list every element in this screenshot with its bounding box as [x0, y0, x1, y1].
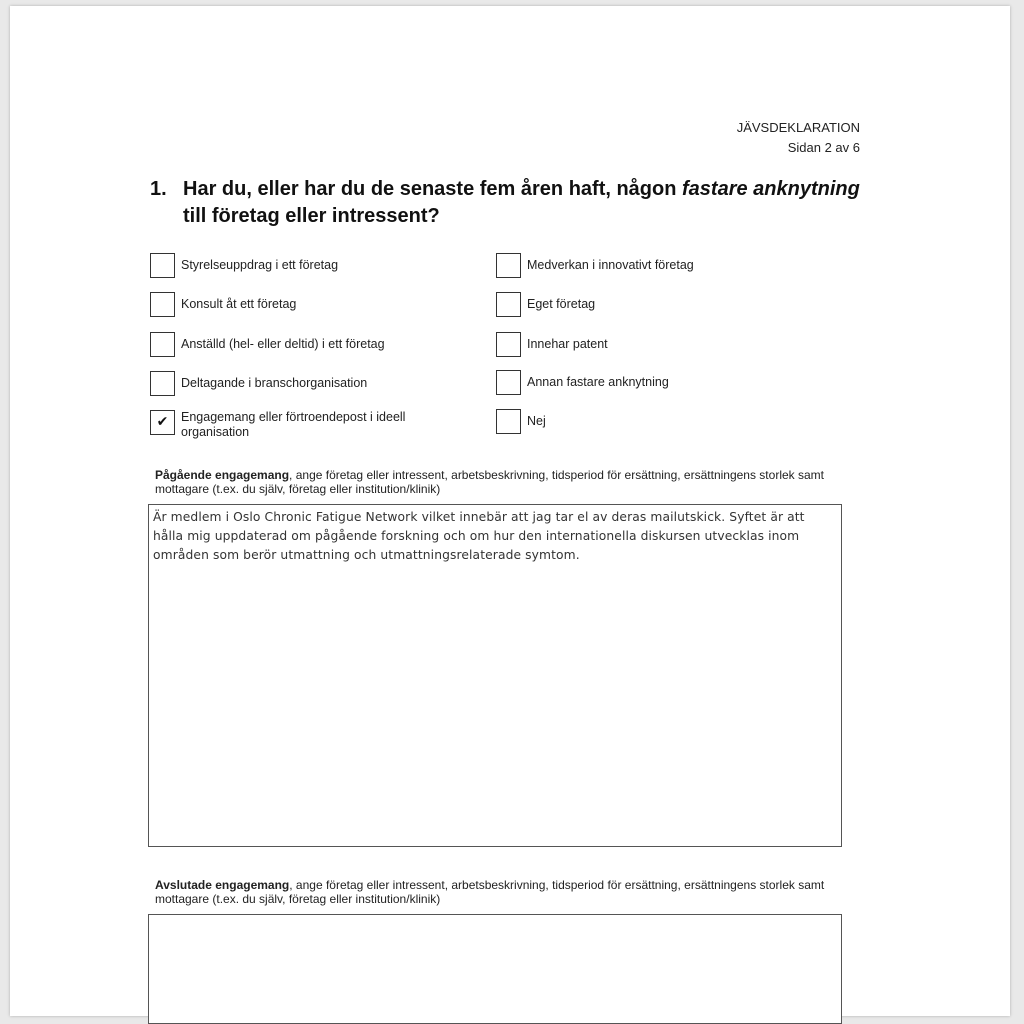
checkbox[interactable] — [150, 332, 175, 357]
checkbox-label: Anställd (hel- eller deltid) i ett företag — [181, 337, 385, 351]
checkbox-row-patent[interactable] — [496, 332, 608, 357]
checkbox[interactable] — [150, 253, 175, 278]
ongoing-engagement-label — [155, 468, 855, 496]
checkbox-label: Nej — [527, 414, 546, 428]
finished-engagement-label-bold: Avslutade engagemang — [155, 878, 290, 892]
finished-engagement-textbox[interactable] — [148, 914, 842, 1024]
checkbox-label: Deltagande i branschorganisation — [181, 376, 368, 390]
checkbox[interactable] — [496, 332, 521, 357]
ongoing-engagement-label-rest: , ange företag eller intressent, arbetsbeskrivning, tidsperiod för ersättning, ersättningens storlek samt mottagare (t.ex. du själv, företag eller institution/klinik) — [155, 468, 824, 496]
document-header — [737, 118, 860, 158]
checkbox-label: Konsult åt ett företag — [181, 297, 297, 311]
finished-engagement-label — [155, 878, 855, 906]
checkbox-row-innovativt-foretag[interactable] — [496, 253, 694, 278]
checkbox[interactable] — [496, 409, 521, 434]
ongoing-engagement-label-bold: Pågående engagemang — [155, 468, 290, 482]
document-page — [10, 6, 1010, 1016]
checkbox[interactable] — [496, 370, 521, 395]
checkbox-label: Innehar patent — [527, 337, 608, 351]
document-title: JÄVSDEKLARATION — [736, 120, 860, 135]
question-text — [183, 176, 863, 230]
question-text-italic: fastare anknytning — [682, 178, 860, 200]
checkbox-checked[interactable]: ✔ — [150, 410, 175, 435]
checkbox-label: Styrelseuppdrag i ett företag — [181, 258, 339, 272]
checkbox[interactable] — [496, 253, 521, 278]
checkbox[interactable] — [150, 292, 175, 317]
question-text-part2: till företag eller intressent? — [183, 205, 440, 227]
checkbox-label: Eget företag — [527, 297, 596, 311]
checkbox-row-ideell-organisation[interactable] — [150, 410, 441, 440]
question-text-part1: Har du, eller har du de senaste fem åren haft, någon — [183, 178, 683, 200]
finished-engagement-label-rest: , ange företag eller intressent, arbetsbeskrivning, tidsperiod för ersättning, ersättningens storlek samt mottagare (t.ex. du själv, företag eller institution/klinik) — [155, 878, 825, 906]
checkbox[interactable] — [150, 371, 175, 396]
checkbox-row-styrelseuppdrag[interactable] — [150, 253, 338, 278]
checkbox-label: Engagemang eller förtroendepost i ideell organisation — [181, 410, 406, 439]
checkbox-row-anstalld[interactable] — [150, 332, 385, 357]
checkbox-row-branschorganisation[interactable] — [150, 371, 367, 396]
checkbox-row-annan-anknytning[interactable] — [496, 370, 669, 395]
checkbox-row-eget-foretag[interactable] — [496, 292, 595, 317]
ongoing-engagement-textbox[interactable]: Är medlem i Oslo Chronic Fatigue Network vilket innebär att jag tar el av deras mailutskick. Syftet är att hålla mig uppdaterad om pågående forskning och om hur den internationella diskursen utvecklas inom områden som berör utmattning och utmattningsrelaterade symtom. — [148, 504, 842, 847]
checkbox[interactable] — [496, 292, 521, 317]
page-number: Sidan 2 av 6 — [787, 140, 860, 155]
checkbox-label: Medverkan i innovativt företag — [527, 258, 694, 272]
checkbox-row-konsult[interactable] — [150, 292, 296, 317]
checkbox-label: Annan fastare anknytning — [527, 375, 669, 389]
question-number: 1. — [150, 178, 167, 200]
checkbox-row-nej[interactable] — [496, 409, 546, 434]
